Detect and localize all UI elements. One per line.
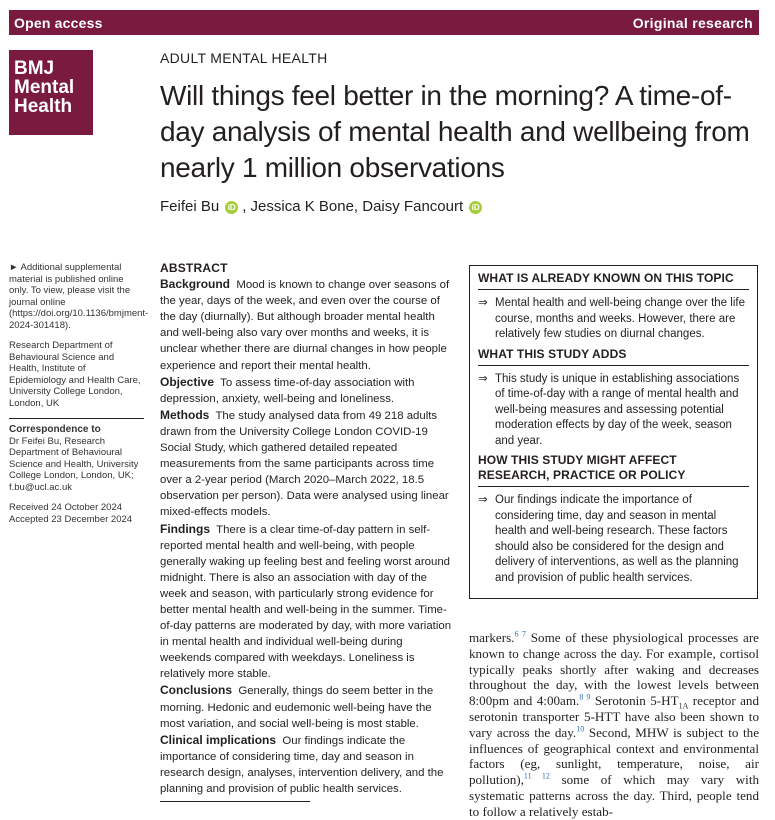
logo-line-2: Mental	[14, 77, 75, 98]
affect-point	[478, 493, 749, 586]
implications-label: Clinical implications	[160, 732, 277, 747]
author-list	[160, 198, 486, 215]
reference-link[interactable]: 11 12	[523, 771, 550, 781]
orcid-icon[interactable]: iD	[225, 201, 238, 214]
key-messages-box	[469, 265, 758, 599]
received-date: Received 24 October 2024	[9, 502, 123, 513]
author-others[interactable]: , Jessica K Bone, Daisy Fancourt	[242, 198, 464, 215]
objective-text: To assess time-of-day association with depression, anxiety, well-being and loneliness.	[160, 376, 415, 405]
orcid-icon[interactable]: iD	[469, 201, 482, 214]
article-dates	[9, 502, 144, 525]
article-type-label: Original research	[632, 15, 753, 31]
body-text-5: Second, MHW is subject to the influences of geographical context and environmental factors (eg, sunlight, temperature, noise, air pollution),	[469, 724, 760, 788]
body-text-3: Serotonin 5-HT	[590, 693, 679, 709]
known-text: Mental health and well-being change over the life course, months and weeks. However, there are relatively few studies on diurnal changes.	[495, 297, 745, 340]
body-text-6: some of which may vary with systematic patterns across the day. Third, people tend to follow a relatively estab-	[469, 772, 760, 819]
background-label: Background	[160, 277, 231, 292]
arrow-icon: ⇒	[478, 372, 488, 385]
abstract-background	[160, 276, 452, 374]
abstract-conclusions	[160, 682, 452, 731]
abstract-objective	[160, 374, 452, 407]
journal-header-bar	[9, 10, 759, 35]
arrow-icon: ⇒	[478, 494, 488, 506]
article-sidebar	[9, 262, 149, 525]
body-text-1: markers.	[469, 630, 515, 645]
affect-heading: HOW THIS STUDY MIGHT AFFECT RESEARCH, PRACTICE OR POLICY	[478, 453, 749, 487]
body-text-4: receptor and serotonin transporter 5-HTT have also been shown to vary across the day.	[469, 693, 760, 740]
implications-text: Our findings indicate the importance of considering time, day and season in research design, analyses, intervention delivery, and the planning and provision of public health services.	[160, 734, 444, 795]
body-paragraph	[469, 630, 759, 820]
logo-line-1: BMJ	[14, 58, 55, 79]
reference-link[interactable]: 6 7	[514, 629, 526, 639]
reference-link[interactable]: 10	[576, 724, 585, 734]
supplemental-note[interactable]: ► Additional supplemental material is published online only. To view, please visit the journal online (https://doi.org/10.1136/bmjment-2024-301418).	[9, 262, 149, 331]
abstract-implications	[160, 732, 452, 797]
body-text-2: Some of these physiological processes are known to change across the day. For example, cortisol typically peaks shortly after waking and decreases throughout the day, with the lowest levels between 8:00pm and 4:00am.	[469, 630, 759, 709]
adds-heading: WHAT THIS STUDY ADDS	[478, 347, 749, 366]
methods-label: Methods	[160, 407, 210, 422]
author-1[interactable]: Feifei Bu	[160, 198, 220, 215]
accepted-date: Accepted 23 December 2024	[9, 513, 133, 525]
conclusions-label: Conclusions	[160, 683, 233, 698]
abstract-divider	[160, 801, 310, 802]
abstract-methods	[160, 407, 452, 521]
affiliation: Research Department of Behavioural Science and Health, Institute of Epidemiology and Health Care, University College London, London, UK	[9, 340, 141, 409]
section-label: ADULT MENTAL HEALTH	[160, 50, 328, 66]
journal-logo	[9, 50, 93, 135]
reference-link[interactable]: 8 9	[579, 692, 591, 702]
correspondence-heading: Correspondence to	[9, 418, 144, 436]
known-point	[478, 296, 749, 343]
methods-text: The study analysed data from 49 218 adults drawn from the University College London COVID-19 Social Study, which gathered detailed repeated measurements from the same participants across time over a 2-year period (March 2020–March 2022, 18.5 observation per person). Data were analysed using linear mixed-effects models.	[160, 409, 449, 519]
background-text: Mood is known to change over seasons of the year, days of the week, and even over the course of the day (diurnally). But although broader mental health and well-being also vary over months and weeks, it is unclear whether there are diurnal changes in how people experience and report their mental health.	[160, 279, 450, 372]
article-title: Will things feel better in the morning? A time-of-day analysis of mental health and wellbeing from nearly 1 million observations	[160, 80, 750, 183]
logo-line-3: Health	[14, 96, 73, 117]
conclusions-text: Generally, things do seem better in the morning. Hedonic and eudemonic well-being have the most variation, and social well-being is most stable.	[160, 685, 434, 730]
correspondence-details: Dr Feifei Bu, Research Department of Behavioural Science and Health, University College London, London, UK; f.bu@ucl.ac.uk	[9, 435, 139, 493]
known-heading: WHAT IS ALREADY KNOWN ON THIS TOPIC	[478, 271, 749, 290]
abstract-heading: ABSTRACT	[160, 261, 228, 275]
objective-label: Objective	[160, 374, 215, 389]
subscript: 1A	[678, 701, 689, 711]
findings-label: Findings	[160, 521, 210, 536]
findings-text: There is a clear time-of-day pattern in self-reported mental health and well-being, with people generally waking up feeling best and feeling worst around midnight. There is also an association with day of the week and season, with particularly strong evidence for better mental health and well-being in the summer. Time-of-day patterns are moderated by day, with more variation in mental health and individual well-being during weekends compared with weekdays. Loneliness is relatively more stable.	[160, 523, 452, 681]
abstract	[160, 260, 452, 797]
abstract-findings	[160, 521, 452, 683]
open-access-label: Open access	[14, 15, 103, 31]
affect-text: Our findings indicate the importance of considering time, day and season in mental health and well-being research. These factors should also be considered for the design and delivery of interventions, as well as the planning and provision of public health services.	[495, 494, 739, 584]
adds-point	[478, 372, 749, 450]
arrow-icon: ⇒	[478, 297, 488, 309]
adds-text: This study is unique in establishing associations of time-of-day with a range of mental health and well-being measures and assessing potential moderation effects by day of the week, season and year.	[495, 372, 740, 447]
